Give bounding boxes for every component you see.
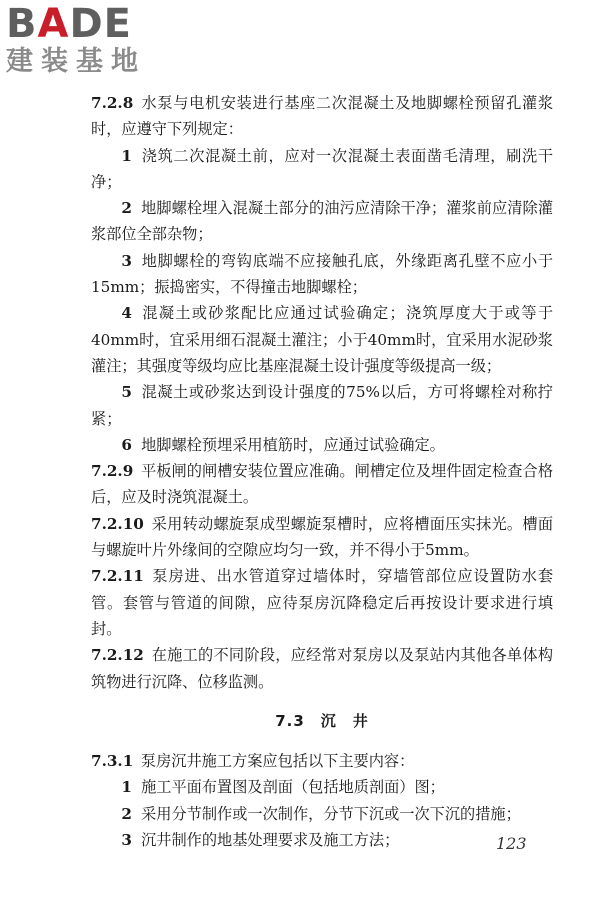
- page-number: 123: [496, 834, 527, 853]
- list-item: 5 混凝土或砂浆达到设计强度的75%以后，方可将螺栓对称拧紧；: [91, 383, 553, 428]
- list-item: 6 地脚螺栓预埋采用植筋时，应通过试验确定。: [121, 435, 445, 454]
- clause-7-2-12: 7.2.12 在施工的不同阶段，应经常对泵房以及泵站内其他各单体构筑物进行沉降、位移监测。: [91, 646, 553, 691]
- logo-subtitle: 建装基地: [6, 46, 146, 77]
- list-item: 1 浇筑二次混凝土前，应对一次混凝土表面凿毛清理，刷洗干净；: [91, 146, 553, 191]
- logo-wordmark: BADE: [6, 1, 132, 47]
- list-item: 3 地脚螺栓的弯钩底端不应接触孔底，外缘距离孔壁不应小于15mm；振捣密实，不得撞击地脚螺栓；: [91, 251, 553, 297]
- clause-7-3-1: 7.3.1 泵房沉井施工方案应包括以下主要内容：: [91, 752, 415, 771]
- list-item: 1 施工平面布置图及剖面（包括地质剖面）图；: [121, 778, 445, 797]
- list-item: 2 采用分节制作或一次制作，分节下沉或一次下沉的措施；: [121, 804, 521, 823]
- clause-7-2-10: 7.2.10 采用转动螺旋泵成型螺旋泵槽时，应将槽面压实抹光。槽面与螺旋叶片外缘间的空隙应均匀一致，并不得小于5mm。: [91, 514, 553, 560]
- brand-logo: [6, 2, 181, 78]
- list-item: 2 地脚螺栓埋入混凝土部分的油污应清除干净；灌浆前应清除灌浆部位全部杂物；: [91, 199, 553, 244]
- list-item: 3 沉井制作的地基处理要求及施工方法；: [121, 831, 400, 850]
- document-body: [91, 90, 553, 853]
- section-heading: 7.3 沉 井: [275, 711, 369, 730]
- clause-7-2-11: 7.2.11 泵房进、出水管道穿过墙体时，穿墙管部位应设置防水套管。套管与管道的间隙，应待泵房沉降稳定后再按设计要求进行填封。: [91, 567, 553, 638]
- clause-7-2-9: 7.2.9 平板闸的闸槽安装位置应准确。闸槽定位及埋件固定检查合格后，应及时浇筑混凝土。: [91, 462, 553, 507]
- list-item: 4 混凝土或砂浆配比应通过试验确定；浇筑厚度大于或等于40mm时，宜采用细石混凝土灌注；小于40mm时，宜采用水泥砂浆灌注；其强度等级均应比基座混凝土设计强度等级提高一级；: [91, 304, 553, 375]
- clause-7-2-8: 7.2.8 水泵与电机安装进行基座二次混凝土及地脚螺栓预留孔灌浆时，应遵守下列规定：: [91, 94, 553, 139]
